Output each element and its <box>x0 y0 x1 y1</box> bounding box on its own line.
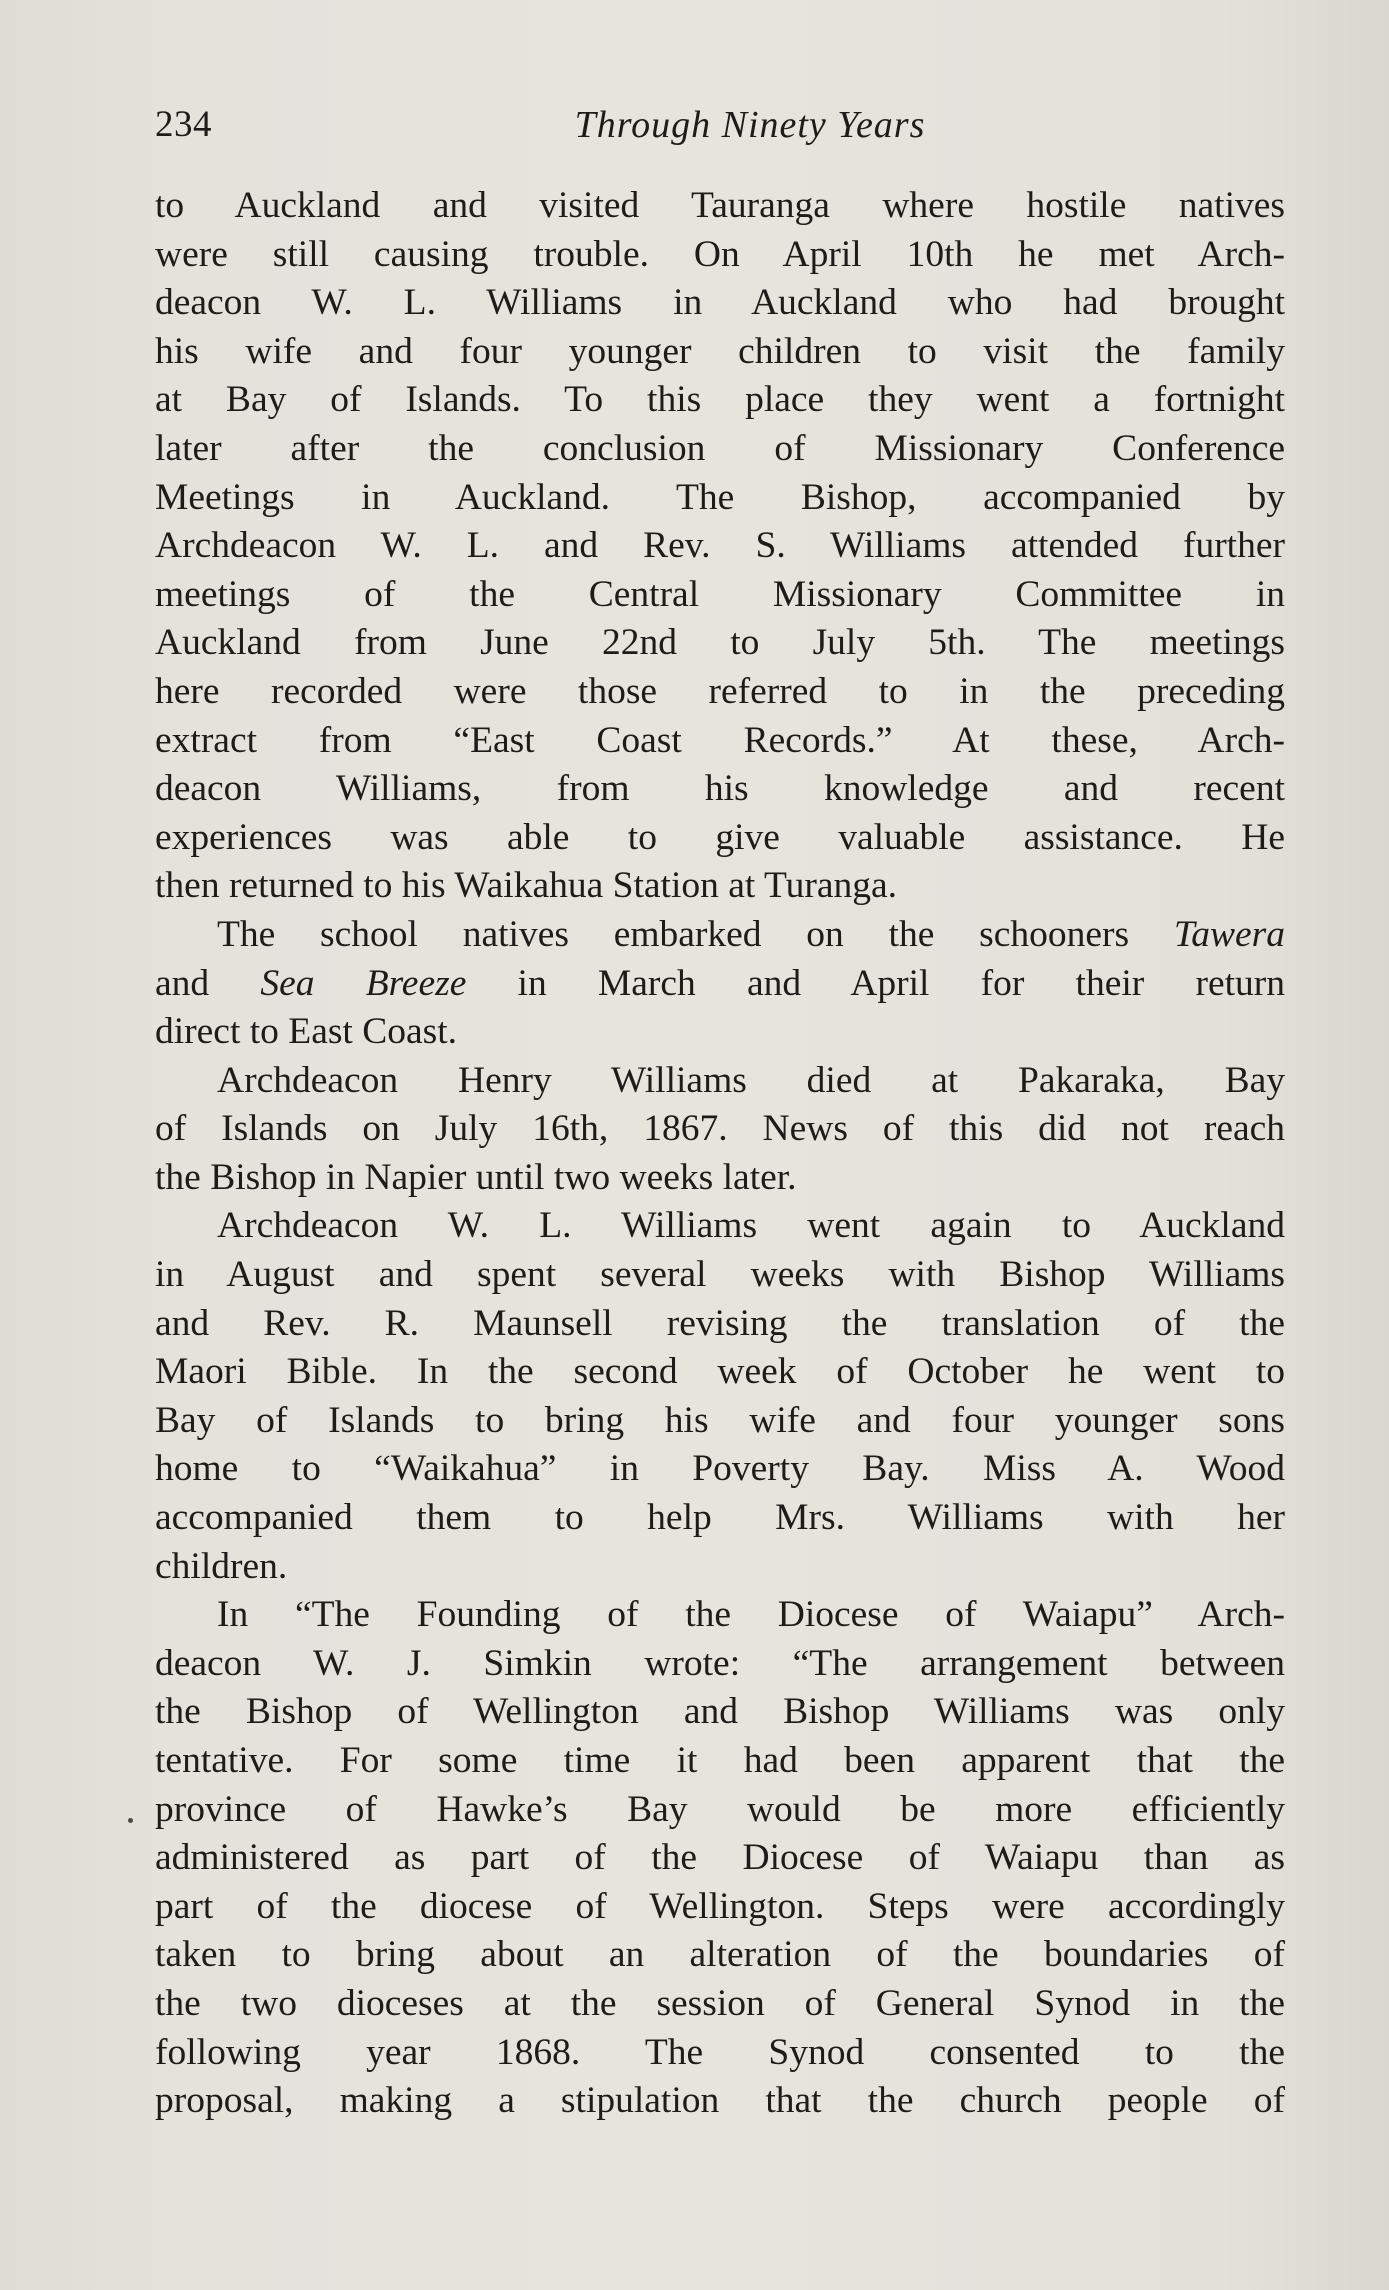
text-line: Bay of Islands to bring his wife and four younger sons <box>155 1399 1285 1441</box>
text-line: following year 1868. The Synod consented to the <box>155 2031 1285 2073</box>
text-line: children. <box>155 1545 288 1587</box>
text-line: administered as part of the Diocese of Waiapu than as <box>155 1837 1285 1879</box>
text-line: later after the conclusion of Missionary Conference <box>155 427 1285 469</box>
body-text <box>155 182 1285 2126</box>
text-line: accompanied them to help Mrs. Williams with her <box>155 1497 1285 1539</box>
text-line: were still causing trouble. On April 10th he met Arch- <box>155 233 1285 275</box>
text-segment: The school natives embarked on the schooners <box>217 913 1174 955</box>
text-line: In “The Founding of the Diocese of Waiapu” Arch- <box>217 1594 1285 1636</box>
running-title: Through Ninety Years <box>574 104 926 146</box>
text-line: Auckland from June 22nd to July 5th. The meetings <box>155 622 1285 664</box>
text-line: in August and spent several weeks with Bishop Williams <box>155 1254 1285 1296</box>
text-line: and Rev. R. Maunsell revising the translation of the <box>155 1302 1285 1344</box>
text-line: taken to bring about an alteration of the boundaries of <box>155 1934 1285 1976</box>
text-line: at Bay of Islands. To this place they went a fortnight <box>155 379 1285 421</box>
text-line: Archdeacon W. L. Williams went again to Auckland <box>217 1205 1285 1247</box>
print-speck <box>128 1818 133 1823</box>
text-line: deacon W. L. Williams in Auckland who had brought <box>155 282 1285 324</box>
text-line: the Bishop in Napier until two weeks later. <box>155 1156 797 1198</box>
text-line: home to “Waikahua” in Poverty Bay. Miss A. Wood <box>155 1448 1285 1490</box>
page-header <box>155 103 1285 153</box>
text-line: experiences was able to give valuable assistance. He <box>155 816 1285 858</box>
page-number: 234 <box>155 104 212 145</box>
text-line <box>155 960 1285 1009</box>
text-line <box>155 911 1285 960</box>
text-line: Archdeacon Henry Williams died at Pakaraka, Bay <box>217 1059 1285 1101</box>
ship-name: Sea Breeze <box>260 962 467 1004</box>
text-line: province of Hawke’s Bay would be more efficiently <box>155 1788 1285 1830</box>
text-segment: and <box>155 962 261 1004</box>
text-line: Archdeacon W. L. and Rev. S. Williams attended further <box>155 525 1285 567</box>
text-line: deacon Williams, from his knowledge and recent <box>155 768 1285 810</box>
text-line: to Auckland and visited Tauranga where hostile natives <box>155 185 1285 226</box>
text-line: proposal, making a stipulation that the church people of <box>155 2080 1285 2122</box>
text-segment: in March and April for their return <box>466 962 1285 1004</box>
text-line: then returned to his Waikahua Station at Turanga. <box>155 865 897 907</box>
text-line: meetings of the Central Missionary Committee in <box>155 573 1285 615</box>
text-line: tentative. For some time it had been apparent that the <box>155 1740 1285 1781</box>
text-line: Meetings in Auckland. The Bishop, accompanied by <box>155 476 1285 518</box>
text-line: direct to East Coast. <box>155 1011 458 1053</box>
text-line: Maori Bible. In the second week of October he went to <box>155 1351 1285 1393</box>
text-line: the Bishop of Wellington and Bishop Williams was only <box>155 1691 1285 1733</box>
text-line: his wife and four younger children to visit the family <box>155 330 1285 372</box>
text-line: of Islands on July 16th, 1867. News of this did not reach <box>155 1108 1285 1150</box>
text-line: extract from “East Coast Records.” At these, Arch- <box>155 719 1285 761</box>
text-line: the two dioceses at the session of General Synod in the <box>155 1982 1285 2024</box>
text-line: here recorded were those referred to in the preceding <box>155 670 1285 712</box>
ship-name: Tawera <box>1173 913 1285 955</box>
text-line: part of the diocese of Wellington. Steps were accordingly <box>155 1885 1285 1927</box>
text-line: deacon W. J. Simkin wrote: “The arrangement between <box>155 1642 1285 1684</box>
